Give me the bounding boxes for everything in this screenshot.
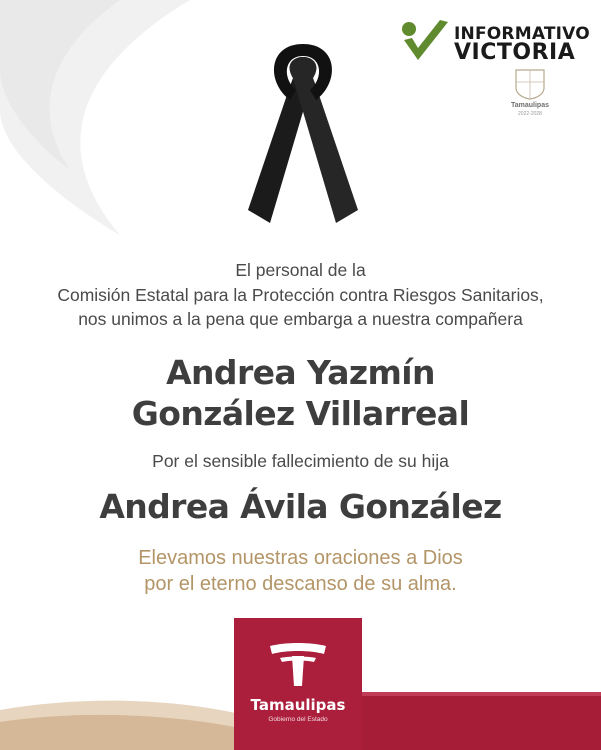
reason-text: Por el sensible fallecimiento de su hija — [152, 451, 449, 471]
prayer-line: por el eterno descanso de su alma. — [144, 573, 457, 595]
intro-line: nos unimos a la pena que embarga a nuestra compañera — [78, 309, 523, 329]
intro-line: El personal de la — [235, 260, 366, 280]
government-subtitle: Gobierno del Estado — [268, 716, 328, 723]
intro-line: Comisión Estatal para la Protección contra Riesgos Sanitarios, — [57, 284, 544, 305]
colleague-name-line: González Villarreal — [131, 394, 470, 433]
colleague-name-line: Andrea Yazmín — [166, 353, 435, 392]
checkmark-logo-icon — [400, 20, 452, 64]
informativo-victoria-logo — [398, 16, 598, 126]
brand-title-line1: INFORMATIVO — [454, 24, 590, 44]
intro-text — [0, 258, 601, 332]
tamaulipas-seal-icon — [510, 66, 550, 100]
prayer-text — [0, 545, 601, 597]
brand-title-line2: VICTORIA — [454, 40, 576, 65]
government-name: Tamaulipas — [250, 696, 346, 714]
seal-label: Tamaulipas — [511, 102, 549, 109]
colleague-name — [0, 352, 601, 434]
tamaulipas-t-logo-icon — [266, 640, 330, 690]
seal-subtitle: 2022-2028 — [518, 111, 542, 117]
prayer-line: Elevamos nuestras oraciones a Dios — [138, 547, 463, 569]
government-logo-box — [234, 618, 362, 750]
mourning-ribbon-icon — [238, 38, 368, 238]
deceased-name: Andrea Ávila González — [99, 487, 502, 526]
